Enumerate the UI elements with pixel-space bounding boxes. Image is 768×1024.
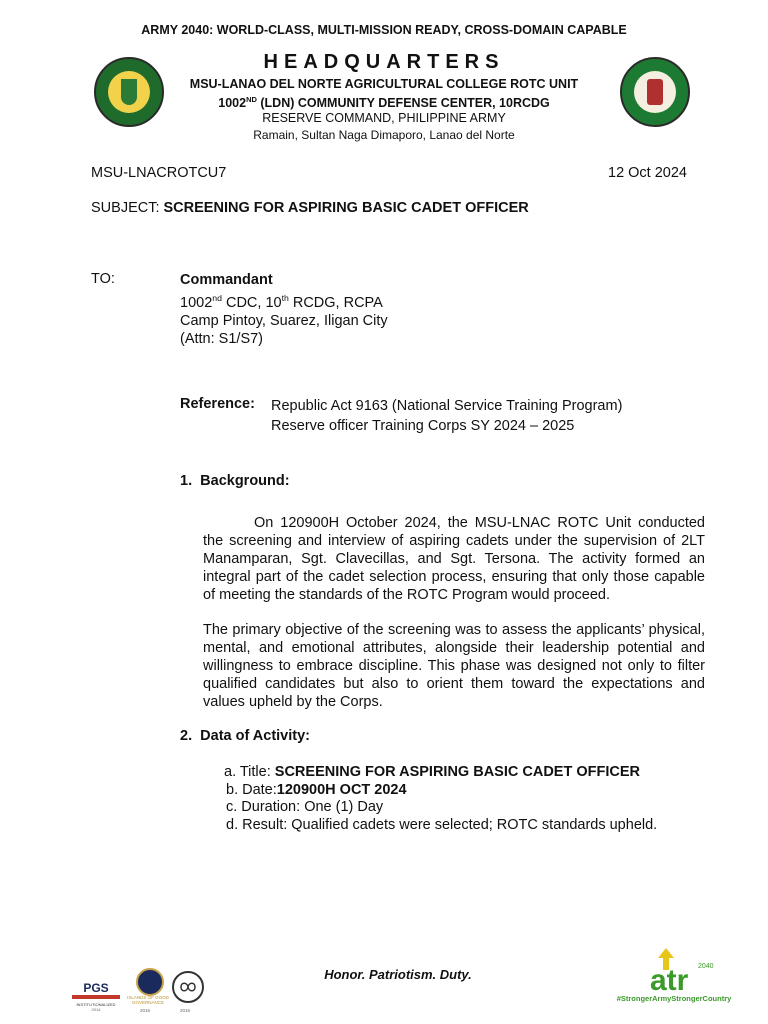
governance-caption: ISLANDS OF GOOD GOVERNANCE [127,995,169,1005]
footer-motto: Honor. Patriotism. Duty. [324,967,472,982]
addressee-attention: (Attn: S1/S7) [180,330,264,347]
header-motto: ARMY 2040: WORLD-CLASS, MULTI-MISSION READY, CROSS-DOMAIN CAPABLE [141,23,627,37]
reference-code: MSU-LNACROTCU7 [91,165,227,181]
subject-text: SCREENING FOR ASPIRING BASIC CADET OFFICER [163,200,529,216]
addressee-name: Commandant [180,272,273,288]
addressee-block [180,271,388,348]
addressee-unit: 1002nd CDC, 10th RCDG, RCPA [180,293,383,311]
cdc-line: 1002ND (LDN) COMMUNITY DEFENSE CENTER, 10RCDG [218,95,550,111]
pgs-logo-icon [70,978,122,1012]
headquarters-title: HEADQUARTERS [263,51,505,73]
infinity-badge-icon [172,971,204,1003]
addressee-location: Camp Pintoy, Suarez, Iligan City [180,312,388,329]
unit-line: MSU-LANAO DEL NORTE AGRICULTURAL COLLEGE ROTC UNIT [189,77,579,91]
list-item-result: d. Result: Qualified cadets were selected; ROTC standards upheld. [226,816,658,833]
pgs-logo-text: PGS [83,981,109,995]
governance-year: 2016 [140,1008,151,1013]
infinity-year: 2016 [180,1008,191,1013]
activity-data-list [224,764,657,834]
memo-date: 12 Oct 2024 [608,165,687,181]
list-item-duration: c. Duration: One (1) Day [226,799,384,815]
section-2-heading: 2. Data of Activity: [180,728,310,744]
command-line: RESERVE COMMAND, PHILIPPINE ARMY [262,111,506,125]
reference-line: Reserve officer Training Corps SY 2024 – 2025 [271,418,575,434]
subject-line: SUBJECT: SCREENING FOR ASPIRING BASIC CADET OFFICER [91,200,529,216]
reference-label: Reference: [180,396,255,412]
atr-2040-logo-icon [612,948,736,1006]
governance-seal-icon [136,968,164,996]
atr-hashtag: #StrongerArmyStrongerCountry [616,994,732,1003]
background-paragraph-1: On 120900H October 2024, the MSU-LNAC ROTC Unit conducted the screening and interview of aspiring cadets under the supervision of 2LT Manamparan, Sgt. Clavecillas, and Sgt. Tersona. The activity formed an integral part of the cadet selection process, ensuring that only those capable of meeting the standards of the ROTC Program would proceed. [203,515,705,603]
reference-lines [271,396,622,436]
reference-line: Republic Act 9163 (National Service Training Program) [271,398,623,414]
background-paragraph-2: The primary objective of the screening was to assess the applicants’ physical, mental, and emotional attributes, alongside their leadership potential and willingness to embrace discipline. This phase was designed not only to filter qualified candidates but also to orient them toward the expectations and values upheld by the Corps. [203,622,705,710]
svg-text:2014: 2014 [91,1007,101,1012]
atr-logo-text: atr [650,964,689,997]
list-item-date: b. Date:120900H OCT 2024 [226,781,407,798]
address-line: Ramain, Sultan Naga Dimaporo, Lanao del Norte [253,128,515,142]
section-1-heading: 1. Background: [180,473,290,489]
svg-text:INSTITUTIONALIZED: INSTITUTIONALIZED [76,1002,116,1007]
to-label: TO: [91,271,115,287]
atr-year: 2040 [698,963,714,970]
list-item-title: a. Title: SCREENING FOR ASPIRING BASIC CADET OFFICER [224,764,640,780]
